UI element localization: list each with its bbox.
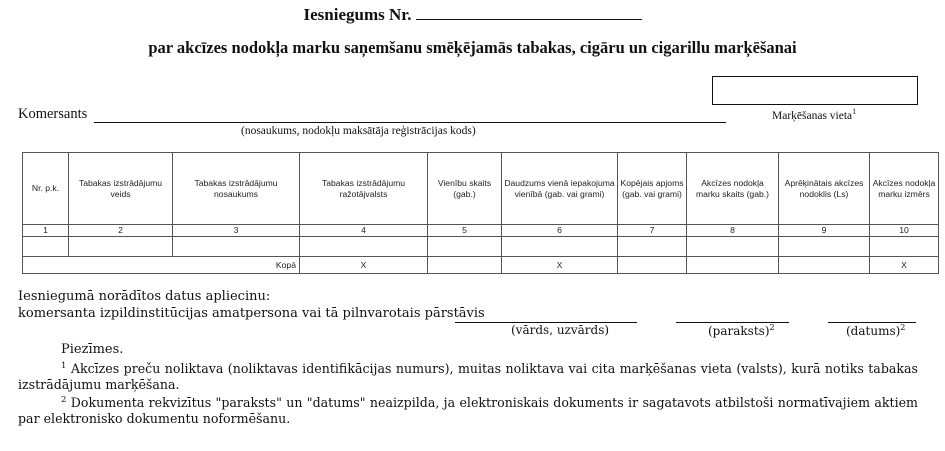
table-cell[interactable] [618, 257, 687, 274]
total-x-mark: X [300, 257, 428, 274]
column-number: 1 [23, 225, 69, 237]
total-x-mark: X [870, 257, 939, 274]
table-cell[interactable] [870, 237, 939, 257]
total-x-mark: X [502, 257, 618, 274]
total-label: Kopā [23, 257, 300, 274]
column-number-row [23, 225, 939, 237]
application-number-field[interactable] [416, 4, 642, 20]
header-cell: Akcīzes nodokļa marku skaits (gab.) [687, 153, 779, 225]
marking-place-label: Marķēšanas vieta$^1$ [772, 107, 857, 122]
table-cell[interactable] [779, 257, 870, 274]
table-cell[interactable] [23, 237, 69, 257]
column-number: 9 [779, 225, 870, 237]
header-cell: Vienību skaits (gab.) [428, 153, 502, 225]
title-text: Iesniegums Nr. [303, 5, 412, 24]
table-cell[interactable] [687, 237, 779, 257]
merchant-caption: (nosaukums, nodokļu maksātāja reģistrācijas kods) [241, 125, 476, 137]
notes-title: Piezīmes. [61, 342, 124, 357]
header-cell: Kopējais apjoms (gab. vai grami) [618, 153, 687, 225]
header-cell: Daudzums vienā iepakojuma vienībā (gab. vai grami) [502, 153, 618, 225]
table-header-row [23, 153, 939, 225]
table-cell[interactable] [618, 237, 687, 257]
merchant-label: Komersants [18, 106, 88, 122]
table-cell[interactable] [687, 257, 779, 274]
column-number: 3 [173, 225, 300, 237]
merchant-field[interactable] [94, 122, 726, 123]
header-cell: Nr. p.k. [23, 153, 69, 225]
document-subtitle: par akcīzes nodokļa marku saņemšanu smēķējamās tabakas, cigāru un cigarillu marķēšanai [148, 38, 797, 57]
header-cell: Tabakas izstrādājumu veids [69, 153, 173, 225]
header-cell: Akcīzes nodokļa marku izmērs [870, 153, 939, 225]
footnote-2: $^2$ Dokumenta rekvizītus "paraksts" un "datums" neaizpilda, ja elektroniskais dokuments ir sagatavots atbilstoši normatīvajiem aktiem par elektronisko dokumentu noformēšanu. [18, 395, 918, 427]
footnote-1: $^1$ Akcīzes preču noliktava (noliktavas identifikācijas numurs), muitas noliktava vai cita marķēšanas vieta (valsts), kurā notiks tabakas izstrādājumu marķēšana. [18, 361, 918, 393]
signature-caption: (paraksts)$^2$ [708, 323, 775, 338]
column-number: 10 [870, 225, 939, 237]
table-cell[interactable] [69, 237, 173, 257]
column-number: 6 [502, 225, 618, 237]
column-number: 5 [428, 225, 502, 237]
date-caption: (datums)$^2$ [846, 323, 906, 338]
document-title [0, 4, 945, 25]
header-cell: Tabakas izstrādājumu ražotājvalsts [300, 153, 428, 225]
table-cell[interactable] [779, 237, 870, 257]
table-cell[interactable] [300, 237, 428, 257]
table-cell[interactable] [173, 237, 300, 257]
official-label: komersanta izpildinstitūcijas amatpersona vai tā pilnvarotais pārstāvis [18, 306, 485, 321]
header-cell: Aprēķinātais akcīzes nodoklis (Ls) [779, 153, 870, 225]
total-row [23, 257, 939, 274]
table-row [23, 237, 939, 257]
column-number: 4 [300, 225, 428, 237]
excise-marks-table [22, 152, 939, 274]
table-cell[interactable] [502, 237, 618, 257]
table-cell[interactable] [428, 237, 502, 257]
header-cell: Tabakas izstrādājumu nosaukums [173, 153, 300, 225]
marking-place-field[interactable] [712, 76, 918, 105]
column-number: 8 [687, 225, 779, 237]
confirmation-heading: Iesniegumā norādītos datus apliecinu: [18, 289, 271, 304]
column-number: 2 [69, 225, 173, 237]
name-caption: (vārds, uzvārds) [511, 323, 610, 337]
column-number: 7 [618, 225, 687, 237]
table-cell[interactable] [428, 257, 502, 274]
